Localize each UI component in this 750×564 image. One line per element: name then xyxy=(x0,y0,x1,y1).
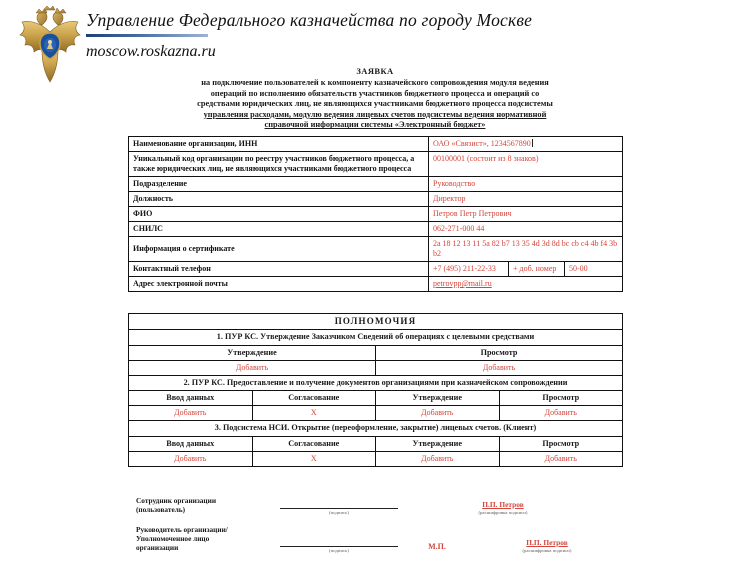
text-cursor xyxy=(532,139,533,147)
powers-title: ПОЛНОМОЧИЯ xyxy=(129,314,623,330)
signature-role-employee-line-2: (пользователь) xyxy=(136,505,186,515)
field-label-org-name: Наименование организации, ИНН xyxy=(129,137,429,152)
field-value-org-name[interactable]: ОАО «Связист», 1234567890 xyxy=(429,137,623,152)
powers-section-heading-row xyxy=(129,421,623,436)
signature-row-employee xyxy=(136,497,656,515)
letterhead-website: moscow.roskazna.ru xyxy=(86,43,216,60)
powers-section-3-heading: 3. Подсистема НСИ. Открытие (переоформление, закрытие) лицевых счетов. (Клиент) xyxy=(129,421,623,436)
powers-section-3-col-3: Просмотр xyxy=(499,436,623,451)
field-label-phone-ext: + доб. номер xyxy=(509,262,565,277)
decoding-caption-employee: (расшифровка подписи) xyxy=(478,510,528,515)
document-title-block xyxy=(128,66,622,131)
signature-row-manager xyxy=(136,526,656,553)
letterhead-divider xyxy=(86,34,208,37)
table-row xyxy=(129,137,623,152)
field-value-certificate[interactable]: 2a 18 12 13 11 5a 82 b7 13 35 4d 3d 8d bc cb c4 4b f4 3b b2 xyxy=(429,237,623,262)
decoding-slot-employee[interactable] xyxy=(444,501,562,515)
table-row xyxy=(129,222,623,237)
powers-section-3-value-2[interactable]: Добавить xyxy=(376,451,500,466)
signature-block xyxy=(136,497,656,564)
table-row xyxy=(129,262,623,277)
signature-name-employee: П.П. Петров xyxy=(482,499,524,509)
table-row xyxy=(129,277,623,292)
document-subtitle-line-3: средствами юридических лиц, не являющихся участниками бюджетного процесса подсистемы xyxy=(197,99,553,109)
field-label-phone: Контактный телефон xyxy=(129,262,429,277)
powers-section-2-value-2[interactable]: Добавить xyxy=(376,406,500,421)
document-subtitle xyxy=(128,78,622,131)
powers-table xyxy=(128,313,623,467)
signature-role-employee xyxy=(136,497,268,515)
field-value-fullname[interactable]: Петров Петр Петрович xyxy=(429,207,623,222)
decoding-slot-manager[interactable] xyxy=(488,539,606,553)
powers-section-3-value-1[interactable]: X xyxy=(252,451,376,466)
field-value-email[interactable]: petrovpp@mail.ru xyxy=(433,279,492,288)
signature-slot-manager[interactable] xyxy=(280,535,398,553)
powers-section-2-col-1: Согласование xyxy=(252,391,376,406)
signature-line-employee[interactable] xyxy=(280,497,398,509)
document-subtitle-line-5: справочной информации системы «Электронный бюджет» xyxy=(264,120,486,130)
signature-role-manager xyxy=(136,526,268,553)
signature-role-employee-line-1: Сотрудник организации xyxy=(136,496,217,506)
powers-section-3-col-1: Согласование xyxy=(252,436,376,451)
powers-column-header-row xyxy=(129,345,623,360)
table-row xyxy=(129,237,623,262)
russian-coat-of-arms-icon xyxy=(14,6,86,88)
powers-section-3-col-2: Утверждение xyxy=(376,436,500,451)
powers-value-row xyxy=(129,406,623,421)
field-value-snils[interactable]: 062-271-000 44 xyxy=(429,222,623,237)
stamp-label-manager: М.П. xyxy=(428,541,446,551)
signature-caption-employee: (подпись) xyxy=(329,510,349,515)
table-row xyxy=(129,207,623,222)
field-label-fullname: ФИО xyxy=(129,207,429,222)
stamp-placeholder-employee xyxy=(398,513,432,515)
powers-section-1-value-1[interactable]: Добавить xyxy=(376,360,623,375)
field-label-department: Подразделение xyxy=(129,177,429,192)
table-row xyxy=(129,192,623,207)
powers-section-3-value-3[interactable]: Добавить xyxy=(499,451,623,466)
letterhead-organization: Управление Федерального казначейства по городу Москве xyxy=(86,10,533,30)
field-label-certificate: Информация о сертификате xyxy=(129,237,429,262)
field-value-position[interactable]: Директор xyxy=(429,192,623,207)
document-subtitle-line-4: управления расходами, модулю ведения лицевых счетов подсистемы ведения нормативной xyxy=(203,109,547,119)
powers-section-2-value-3[interactable]: Добавить xyxy=(499,406,623,421)
powers-section-2-value-1[interactable]: X xyxy=(252,406,376,421)
powers-section-heading-row xyxy=(129,375,623,390)
powers-section-1-col-0: Утверждение xyxy=(129,345,376,360)
powers-section-3-col-0: Ввод данных xyxy=(129,436,253,451)
decoding-caption-manager: (расшифровка подписи) xyxy=(522,547,572,553)
powers-section-1-heading: 1. ПУР КС. Утверждение Заказчиком Сведений об операциях с целевыми средствами xyxy=(129,330,623,345)
powers-section-1-col-1: Просмотр xyxy=(376,345,623,360)
table-row xyxy=(129,177,623,192)
document-subtitle-line-1: на подключение пользователей к компоненту казначейского сопровождения модуля ведения xyxy=(201,78,549,87)
powers-value-row xyxy=(129,360,623,375)
powers-section-2-col-0: Ввод данных xyxy=(129,391,253,406)
table-row xyxy=(129,152,623,177)
powers-section-1-value-0[interactable]: Добавить xyxy=(129,360,376,375)
field-value-email-cell[interactable] xyxy=(429,277,623,292)
signature-line-manager[interactable] xyxy=(280,535,398,547)
signature-role-manager-line-2: Уполномоченное лицо xyxy=(136,533,210,543)
field-label-snils: СНИЛС xyxy=(129,222,429,237)
signature-role-manager-line-3: организации xyxy=(136,542,179,552)
powers-section-2-col-3: Просмотр xyxy=(499,391,623,406)
applicant-info-table xyxy=(128,136,623,292)
document-title: ЗАЯВКА xyxy=(356,66,394,76)
powers-section-3-value-0[interactable]: Добавить xyxy=(129,451,253,466)
field-value-phone-ext[interactable]: 50-00 xyxy=(565,262,623,277)
field-label-email: Адрес электронной почты xyxy=(129,277,429,292)
field-label-position: Должность xyxy=(129,192,429,207)
signature-role-manager-line-1: Руководитель организации/ xyxy=(136,525,228,534)
field-label-unique-code: Уникальный код организации по реестру участников бюджетного процесса, а также юридических лиц, не являющихся участниками бюджетного процесса xyxy=(129,152,429,177)
field-value-unique-code[interactable]: 00100001 (состоит из 8 знаков) xyxy=(429,152,623,177)
powers-column-header-row xyxy=(129,436,623,451)
document-subtitle-line-2: операций по исполнению обязательств участников бюджетного процесса и операций со xyxy=(210,88,540,98)
powers-section-heading-row xyxy=(129,330,623,345)
powers-value-row xyxy=(129,451,623,466)
powers-column-header-row xyxy=(129,391,623,406)
powers-section-2-heading: 2. ПУР КС. Предоставление и получение документов организациями при казначейском сопровождении xyxy=(129,375,623,390)
signature-name-manager: П.П. Петров xyxy=(526,537,568,547)
powers-section-2-value-0[interactable]: Добавить xyxy=(129,406,253,421)
field-value-department[interactable]: Руководство xyxy=(429,177,623,192)
signature-slot-employee[interactable] xyxy=(280,497,398,515)
field-value-phone[interactable]: +7 (495) 211-22-33 xyxy=(429,262,509,277)
powers-section-2-col-2: Утверждение xyxy=(376,391,500,406)
signature-caption-manager: (подпись) xyxy=(329,547,349,553)
powers-title-row xyxy=(129,314,623,330)
